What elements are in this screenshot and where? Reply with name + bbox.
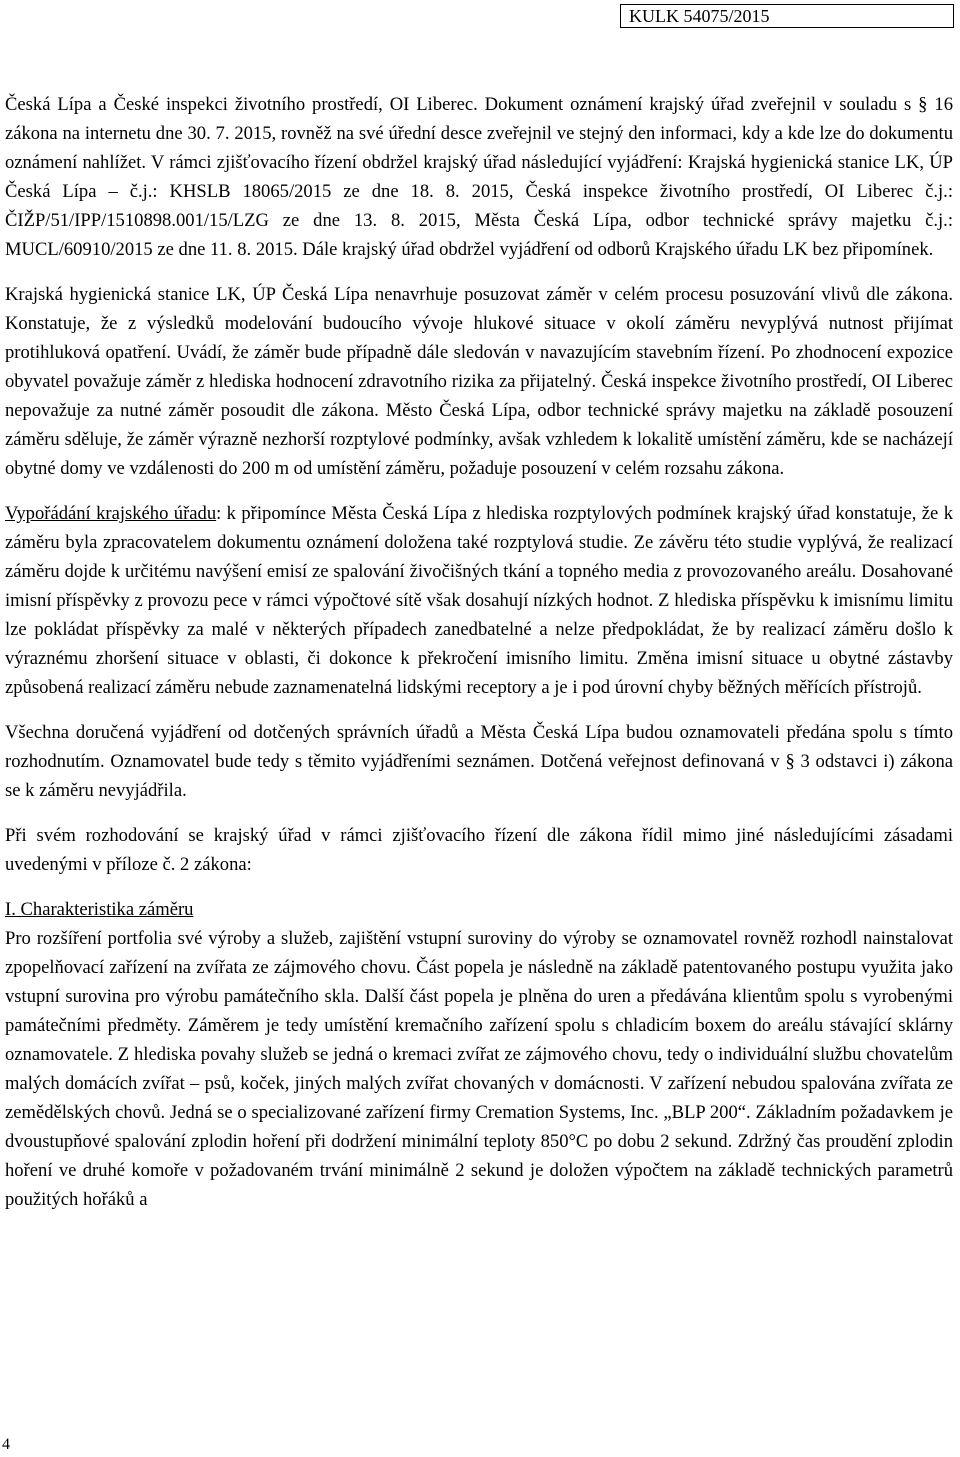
paragraph-opinions-delivered: Všechna doručená vyjádření od dotčených správních úřadů a Města Česká Lípa budou oznamovateli předána spolu s tímto rozhodnutím. Oznamovatel bude tedy s těmito vyjádřeními seznámen. Dotčená veřejnost definovaná v § 3 odstavci i) zákona se k záměru nevyjádřila.: [5, 722, 953, 801]
paragraph-authority-opinions: Krajská hygienická stanice LK, ÚP Česká Lípa nenavrhuje posuzovat záměr v celém procesu posuzování vlivů dle zákona. Konstatuje, že z výsledků modelování budoucího vývoje hlukové situace v okolí záměru nevyplývá nutnost přijímat protihluková opatření. Uvádí, že záměr bude případně dále sledován v navazujícím stavebním řízení. Po zhodnocení expozice obyvatel považuje záměr z hlediska hodnocení zdravotního rizika za přijatelný. Česká inspekce životního prostředí, OI Liberec nepovažuje za nutné záměr posoudit dle zákona. Město Česká Lípa, odbor technické správy majetku na základě posouzení záměru sděluje, že záměr výrazně nezhorší rozptylové podmínky, avšak vzhledem k lokalitě umístění záměru, kde se nacházejí obytné domy ve vzdálenosti do 200 m od umístění záměru, požaduje posouzení v celém rozsahu zákona.: [5, 284, 953, 479]
section-heading: I. Charakteristika záměru: [5, 899, 194, 920]
section-characteristics: [5, 895, 953, 1214]
page-number: 4: [2, 1436, 10, 1453]
paragraph-settlement: [5, 499, 953, 702]
paragraph-statements-received: Česká Lípa a České inspekci životního prostředí, OI Liberec. Dokument oznámení krajský úřad zveřejnil v souladu s § 16 zákona na internetu dne 30. 7. 2015, rovněž na své úřední desce zveřejnil ve stejný den informaci, kdy a kde lze do dokumentu oznámení nahlížet. V rámci zjišťovacího řízení obdržel krajský úřad následující vyjádření: Krajská hygienická stanice LK, ÚP Česká Lípa – č.j.: KHSLB 18065/2015 ze dne 18. 8. 2015, Česká inspekce životního prostředí, OI Liberec č.j.: ČIŽP/51/IPP/1510898.001/15/LZG ze dne 13. 8. 2015, Města Česká Lípa, odbor technické správy majetku č.j.: MUCL/60910/2015 ze dne 11. 8. 2015. Dále krajský úřad obdržel vyjádření od odborů Krajského úřadu LK bez připomínek.: [5, 94, 953, 260]
settlement-text: : k připomínce Města Česká Lípa z hlediska rozptylových podmínek krajský úřad konstatuje, že k záměru byla zpracovatelem dokumentu oznámení doložena také rozptylová studie. Ze závěru této studie vyplývá, že realizací záměru dojde k určitému navýšení emisí ze spalování živočišných tkání a topného media z provozovaného areálu. Dosahované imisní příspěvky z provozu pece v rámci výpočtové sítě však dosahují nízkých hodnot. Z hlediska příspěvku k imisnímu limitu lze pokládat příspěvky za malé v některých případech zanedbatelné a nelze předpokládat, že by realizací záměru došlo k výraznému zhoršení situace v oblasti, či dokonce k překročení imisního limitu. Změna imisní situace u obytné zástavby způsobená realizací záměru nebude zaznamenatelná lidskými receptory a je i pod úrovní chyby běžných měřících přístrojů.: [5, 503, 953, 698]
paragraph-decision-principles: Při svém rozhodování se krajský úřad v rámci zjišťovacího řízení dle zákona řídil mimo jiné následujícími zásadami uvedenými v příloze č. 2 zákona:: [5, 825, 953, 875]
section-characteristics-text: Pro rozšíření portfolia své výroby a služeb, zajištění vstupní suroviny do výroby se oznamovatel rovněž rozhodl nainstalovat zpopelňovací zařízení na zvířata ze zájmového chovu. Část popela je následně na základě patentovaného postupu využita jako vstupní surovina pro výrobu památečního skla. Další část popela je plněna do uren a předávána klientům spolu s vyrobenými památečními předměty. Záměrem je tedy umístění kremačního zařízení spolu s chladicím boxem do areálu stávající sklárny oznamovatele. Z hlediska povahy služeb se jedná o kremaci zvířat ze zájmového chovu, tedy o individuální službu chovatelům malých domácích zvířat – psů, koček, jiných malých zvířat chovaných v domácnosti. V zařízení nebudou spalována zvířata ze zemědělských chovů. Jedná se o specializované zařízení firmy Cremation Systems, Inc. „BLP 200“. Základním požadavkem je dvoustupňové spalování zplodin hoření při dodržení minimální teploty 850°C po dobu 2 sekund. Zdržný čas proudění zplodin hoření ve druhé komoře v požadovaném trvání minimálně 2 sekund je doložen výpočtem na základě technických parametrů použitých hořáků a: [5, 928, 953, 1210]
document-reference-number: KULK 54075/2015: [620, 4, 954, 28]
document-body: [5, 90, 953, 1230]
settlement-label: Vypořádání krajského úřadu: [5, 503, 217, 524]
